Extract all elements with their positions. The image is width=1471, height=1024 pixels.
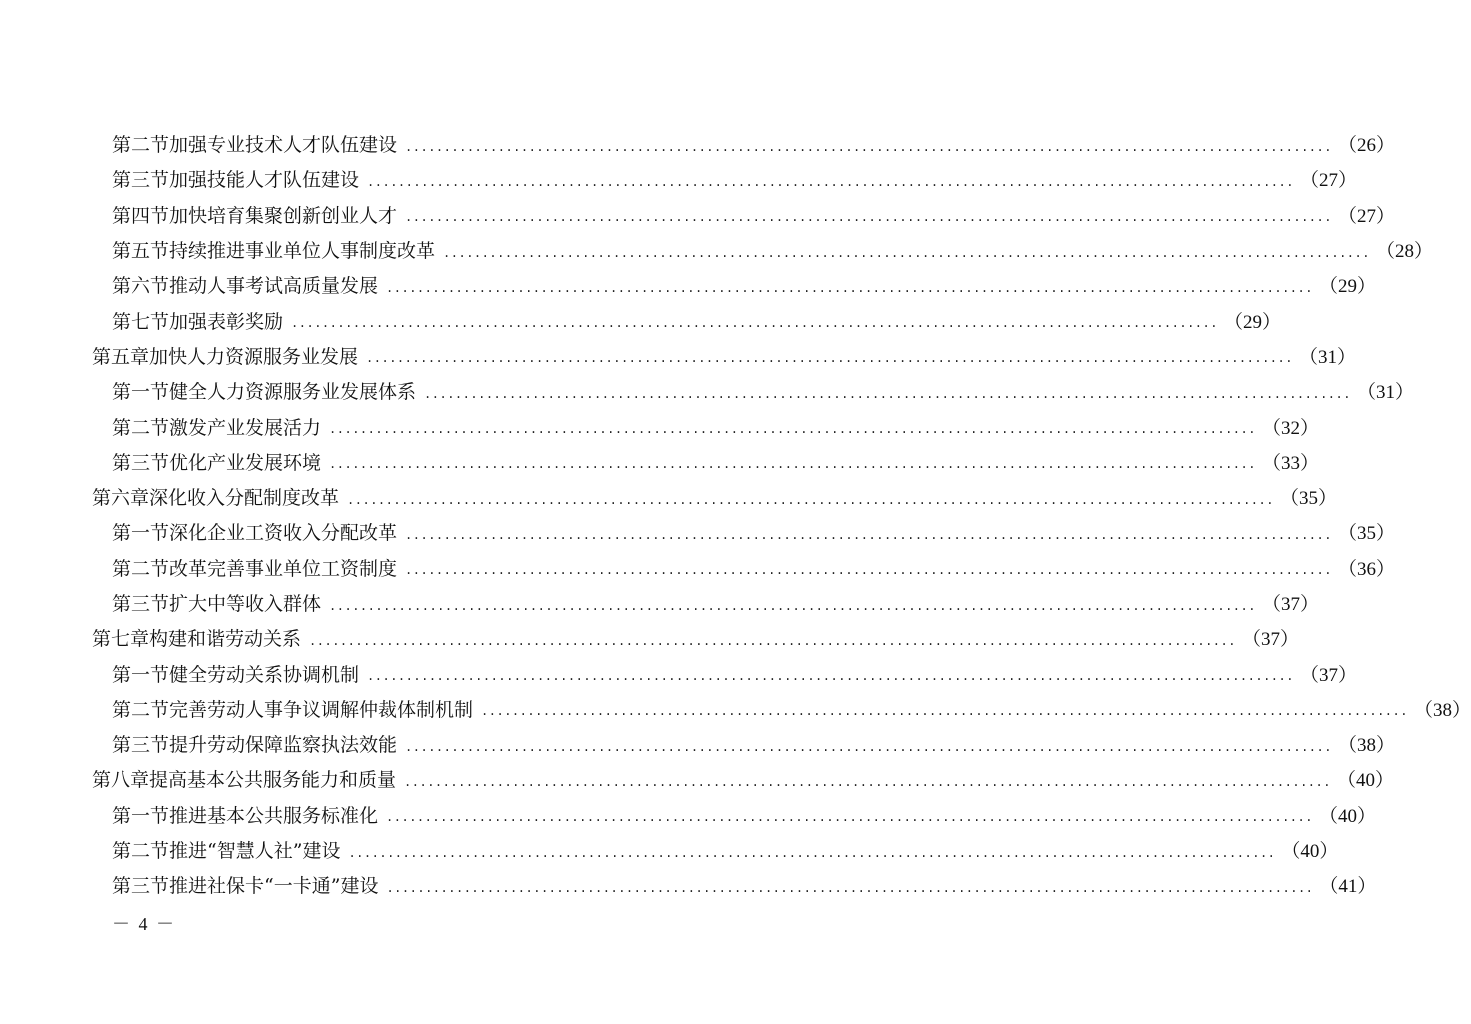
toc-entry-page: （27）: [1299, 170, 1357, 192]
toc-section-entry[interactable]: [0, 550, 1395, 585]
toc-section-entry[interactable]: [0, 197, 1395, 232]
toc-entry-label: 第二节: [112, 416, 170, 439]
page-number: － 4 －: [112, 914, 176, 934]
toc-entry-label: 第一节: [112, 804, 170, 827]
toc-section-entry[interactable]: [0, 867, 1377, 902]
toc-entry-page: （40）: [1336, 770, 1394, 792]
toc-entry-title: 完善劳动人事争议调解仲裁体制机制: [169, 698, 474, 721]
toc-entry-page: （41）: [1319, 876, 1377, 898]
toc-entry-label: 第三节: [112, 593, 170, 615]
toc-entry-page: （37）: [1261, 594, 1319, 615]
toc-entry-page: （29）: [1223, 311, 1281, 333]
toc-entry-label: 第三节: [112, 875, 170, 898]
toc-entry-label: 第一节: [112, 663, 170, 686]
toc-entry-title: 加快培育集聚创新创业人才: [169, 204, 398, 227]
toc-entry-title: 加强技能人才队伍建设: [169, 169, 360, 192]
toc-section-entry[interactable]: [0, 267, 1376, 302]
dot-leader: ........................................................................................................................: [405, 139, 1332, 154]
toc-entry-page: （35）: [1279, 488, 1337, 510]
toc-chapter-entry[interactable]: [0, 338, 1356, 373]
dot-leader: ........................................................................................................................: [348, 845, 1276, 860]
toc-section-entry[interactable]: [0, 161, 1357, 196]
toc-entry-title: 加强专业技术人才队伍建设: [169, 134, 398, 157]
toc-chapter-entry[interactable]: [0, 479, 1337, 514]
toc-entry-label: 第二节: [112, 698, 170, 721]
toc-entry-label: 第七节: [112, 310, 170, 333]
table-of-contents: [0, 126, 1471, 903]
toc-entry-label: 第二节: [112, 134, 170, 157]
toc-entry-title: 健全人力资源服务业发展体系: [169, 381, 417, 404]
toc-entry-page: （37）: [1241, 629, 1299, 651]
toc-entry-title: 深化收入分配制度改革: [149, 487, 340, 510]
toc-entry-page: （28）: [1375, 241, 1433, 263]
dot-leader: ........................................................................................................................: [481, 704, 1408, 719]
toc-section-entry[interactable]: [0, 514, 1395, 549]
toc-section-entry[interactable]: [0, 408, 1319, 443]
toc-entry-page: （26）: [1337, 135, 1395, 157]
toc-section-entry[interactable]: [0, 232, 1433, 267]
toc-entry-page: （32）: [1261, 417, 1319, 439]
dot-leader: ........................................................................................................................: [405, 563, 1332, 578]
toc-entry-page: （33）: [1261, 452, 1319, 474]
toc-entry-page: （37）: [1299, 664, 1357, 686]
toc-entry-title: 推进“智慧人社”建设: [169, 840, 341, 863]
toc-entry-title: 提高基本公共服务能力和质量: [149, 769, 397, 792]
toc-section-entry[interactable]: [0, 302, 1281, 337]
toc-entry-title: 推进社保卡“一卡通”建设: [169, 875, 379, 898]
toc-entry-label: 第三节: [112, 734, 170, 757]
toc-section-entry[interactable]: [0, 832, 1339, 867]
toc-section-entry[interactable]: [0, 373, 1414, 408]
toc-section-entry[interactable]: [0, 691, 1471, 726]
toc-entry-title: 健全劳动关系协调机制: [169, 663, 360, 686]
toc-entry-title: 优化产业发展环境: [169, 451, 322, 474]
toc-entry-label: 第三节: [112, 169, 170, 192]
dot-leader: ........................................................................................................................: [366, 351, 1293, 366]
toc-entry-label: 第三节: [112, 451, 170, 474]
dot-leader: ........................................................................................................................: [404, 774, 1331, 789]
toc-entry-title: 持续推进事业单位人事制度改革: [169, 240, 436, 263]
dot-leader: ........................................................................................................................: [386, 280, 1313, 295]
toc-entry-title: 推动人事考试高质量发展: [169, 275, 379, 298]
toc-entry-label: 第六章: [92, 487, 150, 510]
toc-section-entry[interactable]: [0, 655, 1357, 690]
dot-leader: ........................................................................................................................: [347, 492, 1274, 507]
toc-entry-page: （35）: [1337, 523, 1395, 545]
toc-chapter-entry[interactable]: [0, 620, 1299, 655]
toc-entry-title: 构建和谐劳动关系: [149, 628, 302, 651]
toc-entry-title: 改革完善事业单位工资制度: [169, 557, 398, 580]
toc-entry-label: 第七章: [92, 628, 150, 651]
dot-leader: ........................................................................................................................: [329, 422, 1256, 437]
toc-entry-label: 第一节: [112, 381, 170, 404]
toc-entry-title: 深化企业工资收入分配改革: [169, 522, 398, 545]
toc-entry-label: 第五节: [112, 240, 170, 263]
dot-leader: ........................................................................................................................: [367, 669, 1294, 684]
toc-entry-label: 第一节: [112, 522, 170, 545]
toc-entry-label: 第八章: [92, 769, 150, 792]
toc-entry-page: （31）: [1356, 382, 1414, 404]
toc-entry-page: （38）: [1337, 735, 1395, 757]
toc-entry-page: （40）: [1281, 841, 1339, 863]
dot-leader: ........................................................................................................................: [309, 633, 1236, 648]
toc-section-entry[interactable]: [0, 585, 1319, 620]
toc-entry-page: （27）: [1337, 205, 1395, 227]
toc-entry-page: （38）: [1413, 699, 1471, 721]
toc-entry-title: 扩大中等收入群体: [169, 593, 322, 615]
dot-leader: ........................................................................................................................: [367, 174, 1294, 189]
dot-leader: ........................................................................................................................: [443, 245, 1370, 260]
toc-entry-label: 第六节: [112, 275, 170, 298]
toc-entry-label: 第四节: [112, 204, 170, 227]
dot-leader: ........................................................................................................................: [329, 598, 1256, 613]
toc-entry-title: 提升劳动保障监察执法效能: [169, 734, 398, 757]
toc-entry-label: 第二节: [112, 840, 170, 863]
toc-entry-page: （29）: [1318, 276, 1376, 298]
dot-leader: ........................................................................................................................: [386, 880, 1314, 895]
dot-leader: ........................................................................................................................: [405, 527, 1332, 542]
dot-leader: ........................................................................................................................: [424, 386, 1351, 401]
toc-entry-title: 加快人力资源服务业发展: [149, 345, 359, 368]
toc-section-entry[interactable]: [0, 444, 1319, 479]
toc-entry-page: （40）: [1318, 805, 1376, 827]
toc-entry-title: 加强表彰奖励: [169, 310, 284, 333]
toc-entry-label: 第二节: [112, 557, 170, 580]
dot-leader: ........................................................................................................................: [405, 739, 1332, 754]
toc-section-entry[interactable]: [0, 797, 1376, 832]
toc-entry-page: （31）: [1298, 346, 1356, 368]
dot-leader: ........................................................................................................................: [329, 457, 1256, 472]
dot-leader: ........................................................................................................................: [386, 810, 1313, 825]
toc-entry-label: 第五章: [92, 345, 150, 368]
dot-leader: ........................................................................................................................: [291, 316, 1218, 331]
toc-section-entry[interactable]: [0, 126, 1395, 161]
toc-entry-title: 推进基本公共服务标准化: [169, 804, 379, 827]
toc-section-entry[interactable]: [0, 726, 1395, 761]
toc-chapter-entry[interactable]: [0, 761, 1394, 796]
dot-leader: ........................................................................................................................: [405, 210, 1332, 225]
toc-entry-page: （36）: [1337, 558, 1395, 580]
toc-entry-title: 激发产业发展活力: [169, 416, 322, 439]
